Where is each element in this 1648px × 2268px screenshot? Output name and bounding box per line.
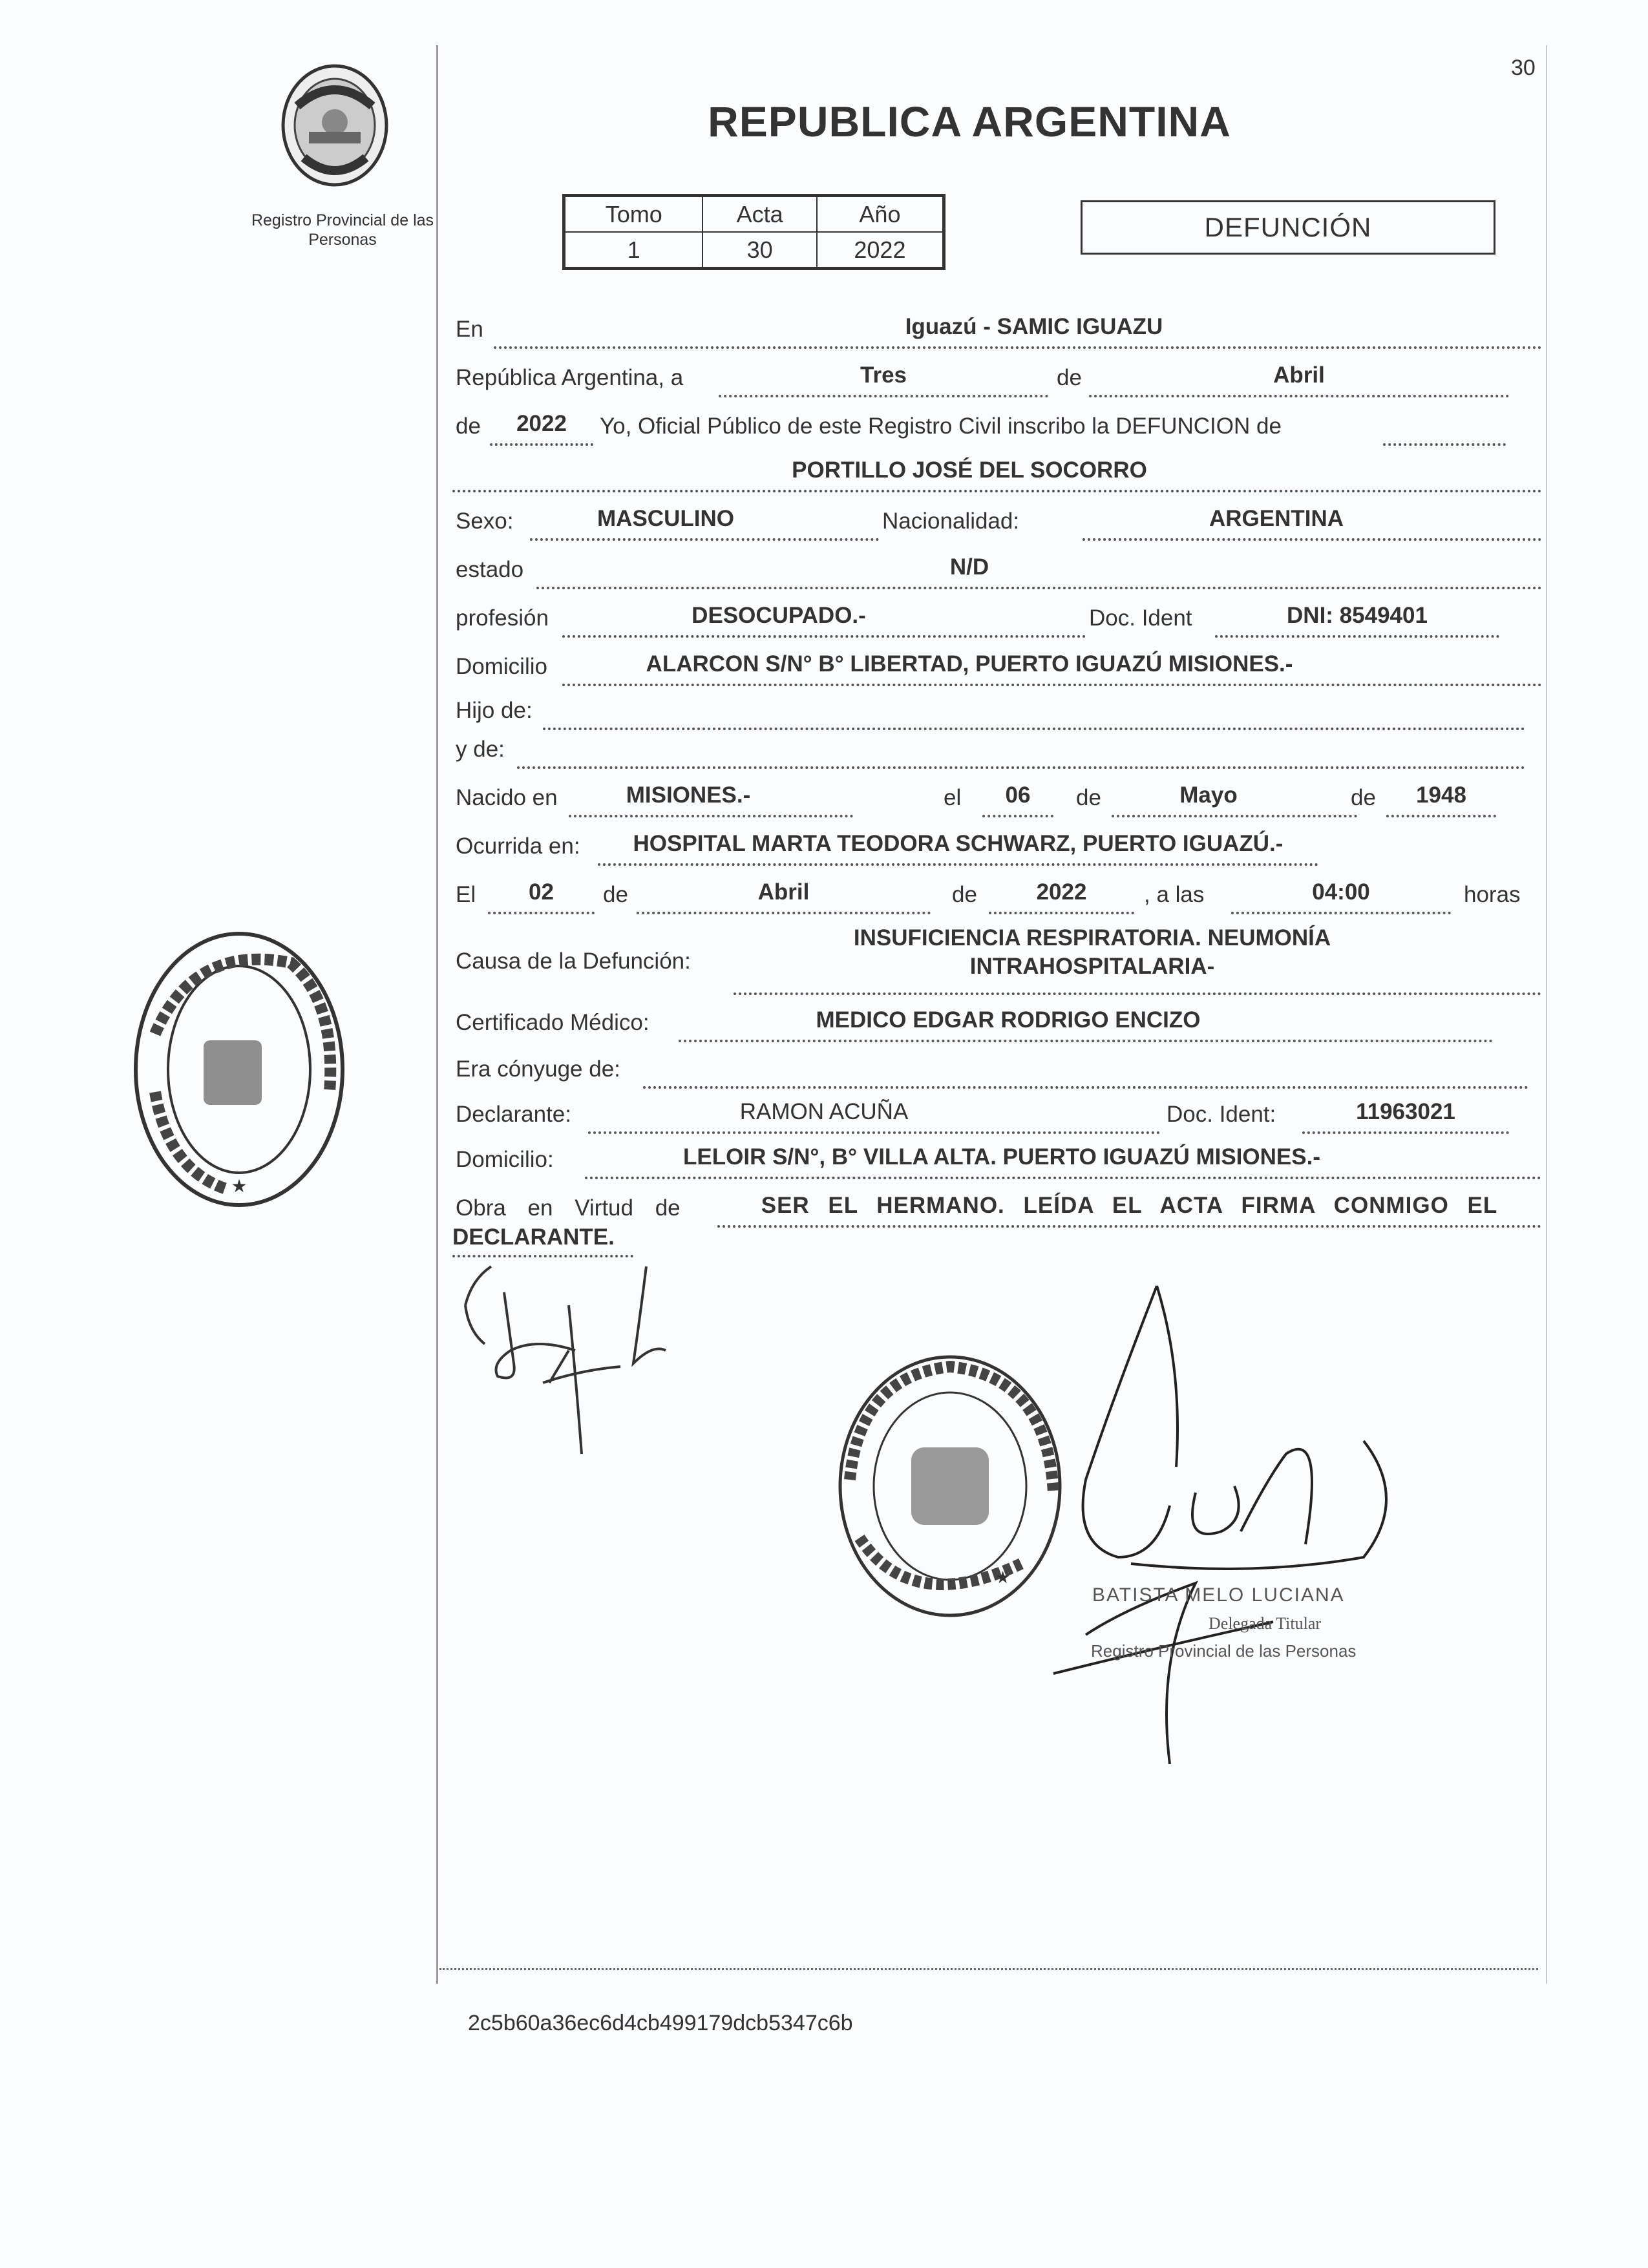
sexo-label: Sexo: xyxy=(456,509,514,534)
place-value: Iguazú - SAMIC IGUAZU xyxy=(905,314,1163,339)
dotted-line xyxy=(734,992,1541,995)
el-label: El xyxy=(456,882,476,907)
dotted-line xyxy=(1302,1131,1509,1134)
obra-label: Obra en Virtud de xyxy=(456,1195,681,1221)
nacionalidad-value: ARGENTINA xyxy=(1209,506,1344,531)
official-role: Delegada Titular xyxy=(1209,1614,1322,1633)
dotted-line xyxy=(1231,912,1451,914)
ano-value: 2022 xyxy=(817,232,943,268)
de-label: de xyxy=(1076,785,1101,810)
page-number: 30 xyxy=(1511,56,1536,80)
conyuge-label: Era cónyuge de: xyxy=(456,1056,620,1082)
declarant-signature-icon xyxy=(452,1254,685,1467)
row-fecha-acta xyxy=(452,362,1545,405)
document-hash: 2c5b60a36ec6d4cb499179dcb5347c6b xyxy=(468,2011,853,2035)
dotted-line xyxy=(588,1131,1160,1134)
tomo-value: 1 xyxy=(565,232,703,268)
horas-label: horas xyxy=(1464,882,1521,907)
hour-value: 04:00 xyxy=(1312,879,1370,905)
sexo-value: MASCULINO xyxy=(597,506,734,531)
y-de-label: y de: xyxy=(456,737,505,762)
decl-doc-label: Doc. Ident: xyxy=(1167,1102,1276,1127)
dotted-line xyxy=(717,1225,1541,1228)
deceased-name: PORTILLO JOSÉ DEL SOCORRO xyxy=(792,457,1147,483)
de-label: de xyxy=(603,882,628,907)
dotted-line xyxy=(452,490,1542,492)
row-estado xyxy=(452,554,1545,597)
decl-domicilio-value: LELOIR S/N°, B° VILLA ALTA. PUERTO IGUAZÚ MISIONES.- xyxy=(683,1144,1320,1170)
a-las-label: , a las xyxy=(1144,882,1205,907)
row-causa xyxy=(452,925,1545,1002)
dotted-line xyxy=(569,815,853,817)
doc-ident-value: DNI: 8549401 xyxy=(1287,603,1428,628)
bottom-rule xyxy=(439,1968,1538,1970)
causa-line2: INTRAHOSPITALARIA- xyxy=(969,954,1215,979)
domicilio-value: ALARCON S/N° B° LIBERTAD, PUERTO IGUAZÚ MISIONES.- xyxy=(646,651,1293,677)
dotted-line xyxy=(490,443,593,446)
row-hijo xyxy=(452,698,1545,738)
dotted-line xyxy=(1386,815,1496,817)
tomo-header: Tomo xyxy=(565,196,703,232)
dotted-line xyxy=(1083,538,1541,541)
dotted-line xyxy=(1112,815,1357,817)
birth-month-value: Mayo xyxy=(1179,782,1238,808)
row-inscribo xyxy=(452,411,1545,454)
day-value: Tres xyxy=(860,362,907,388)
official-name: BATISTA MELO LUCIANA xyxy=(1092,1584,1345,1606)
official-registro: Registro Provincial de las Personas xyxy=(1091,1641,1357,1661)
dotted-line xyxy=(517,766,1525,769)
dotted-line xyxy=(562,684,1542,686)
dotted-line xyxy=(536,587,1542,589)
certificado-label: Certificado Médico: xyxy=(456,1010,650,1035)
decl-doc-value: 11963021 xyxy=(1356,1099,1455,1124)
left-registro-stamp-icon xyxy=(129,924,349,1215)
causa-label: Causa de la Defunción: xyxy=(456,949,691,974)
dotted-line xyxy=(585,1177,1541,1179)
dotted-line xyxy=(494,346,1542,349)
row-y-de xyxy=(452,737,1545,777)
ano-header: Año xyxy=(817,196,943,232)
de-label: de xyxy=(456,414,481,439)
document-title: REPUBLICA ARGENTINA xyxy=(708,98,1231,145)
dotted-line xyxy=(543,728,1525,730)
dotted-line xyxy=(530,538,879,541)
obra-text: SER EL HERMANO. LEÍDA EL ACTA FIRMA CONMIGO EL xyxy=(761,1193,1498,1218)
nacido-value: MISIONES.- xyxy=(626,782,751,808)
ocurrida-value: HOSPITAL MARTA TEODORA SCHWARZ, PUERTO IGUAZÚ.- xyxy=(633,831,1284,856)
official-signature-icon xyxy=(1028,1273,1389,1777)
month-value: Abril xyxy=(1273,362,1325,388)
death-day-value: 02 xyxy=(529,879,554,905)
dotted-line xyxy=(989,912,1134,914)
declarante-value: RAMON ACUÑA xyxy=(739,1099,909,1124)
nacionalidad-label: Nacionalidad: xyxy=(882,509,1020,534)
acta-header: Acta xyxy=(703,196,816,232)
svg-text:★: ★ xyxy=(231,1175,248,1197)
dotted-line xyxy=(982,815,1053,817)
dotted-line xyxy=(1215,635,1499,638)
domicilio-label: Domicilio xyxy=(456,654,547,679)
dotted-line xyxy=(598,863,1318,866)
birth-year-value: 1948 xyxy=(1416,782,1466,808)
row-fecha-defuncion xyxy=(452,879,1545,922)
birth-day-value: 06 xyxy=(1005,782,1031,808)
dotted-line xyxy=(1383,443,1506,446)
causa-line1: INSUFICIENCIA RESPIRATORIA. NEUMONÍA xyxy=(853,925,1331,950)
dotted-line xyxy=(719,395,1048,397)
republica-label: República Argentina, a xyxy=(456,365,684,390)
ocurrida-label: Ocurrida en: xyxy=(456,834,580,859)
dotted-line xyxy=(562,635,1086,638)
registro-label: Registro Provincial de las Personas xyxy=(251,211,434,249)
en-label: En xyxy=(456,317,483,342)
dotted-line xyxy=(488,912,595,914)
declarante-label: Declarante: xyxy=(456,1102,571,1127)
profesion-label: profesión xyxy=(456,605,549,631)
tomo-acta-ano-table xyxy=(562,194,945,270)
death-year-value: 2022 xyxy=(1036,879,1087,905)
dotted-line xyxy=(637,912,931,914)
document-type-box: DEFUNCIÓN xyxy=(1081,200,1495,255)
row-decl-domicilio xyxy=(452,1144,1545,1187)
row-declarante xyxy=(452,1099,1545,1142)
provincia-seal-icon xyxy=(278,61,392,190)
year-value: 2022 xyxy=(516,411,567,436)
de-label: de xyxy=(952,882,977,907)
row-ocurrida xyxy=(452,831,1545,874)
row-name xyxy=(452,457,1545,500)
nacido-label: Nacido en xyxy=(456,785,558,810)
doc-ident-label: Doc. Ident xyxy=(1089,605,1192,631)
estado-label: estado xyxy=(456,557,524,582)
de-label: de xyxy=(1351,785,1376,810)
acta-value: 30 xyxy=(703,232,816,268)
inscribo-text: Yo, Oficial Público de este Registro Civil inscribo la DEFUNCION de xyxy=(600,414,1282,439)
hijo-label: Hijo de: xyxy=(456,698,533,723)
row-domicilio xyxy=(452,651,1545,694)
row-certificado xyxy=(452,1007,1545,1050)
profesion-value: DESOCUPADO.- xyxy=(692,603,866,628)
right-margin-rule xyxy=(1546,45,1547,1984)
el-label: el xyxy=(944,785,962,810)
row-conyuge xyxy=(452,1056,1545,1097)
decl-domicilio-label: Domicilio: xyxy=(456,1147,554,1172)
de-label: de xyxy=(1057,365,1082,390)
dotted-line xyxy=(1089,395,1509,397)
dotted-line xyxy=(679,1040,1493,1042)
row-sexo xyxy=(452,506,1545,549)
row-nacido xyxy=(452,782,1545,825)
row-profesion xyxy=(452,605,1545,646)
estado-value: N/D xyxy=(949,554,989,580)
svg-text:★: ★ xyxy=(995,1568,1011,1588)
death-month-value: Abril xyxy=(757,879,810,905)
obra-text-2: DECLARANTE. xyxy=(452,1224,615,1250)
certificado-value: MEDICO EDGAR RODRIGO ENCIZO xyxy=(816,1007,1201,1033)
left-margin-rule xyxy=(436,45,438,1984)
dotted-line xyxy=(643,1086,1528,1089)
row-en xyxy=(452,314,1545,357)
